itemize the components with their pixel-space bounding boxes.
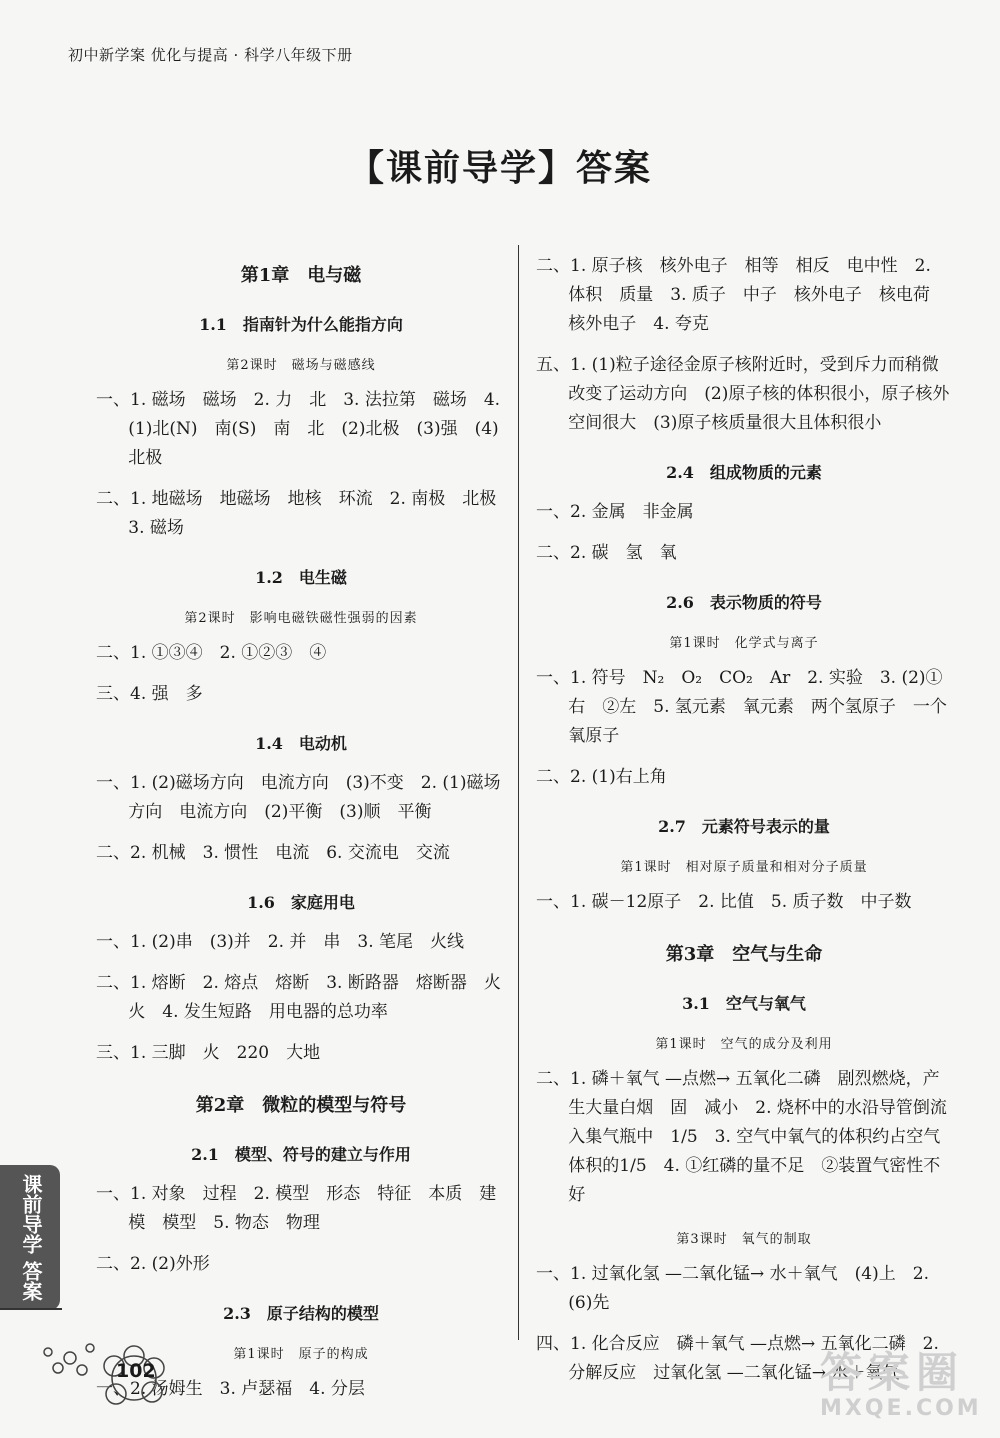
answer-line: 二、2. 机械 3. 惯性 电流 6. 交流电 交流 bbox=[96, 843, 450, 863]
section-heading: 3.1 空气与氧气 bbox=[682, 994, 806, 1013]
side-tab: 课前导学 答案 bbox=[0, 1165, 60, 1310]
lesson-heading: 第3课时 氧气的制取 bbox=[676, 1232, 812, 1247]
answer-line: 一、1. 符号 N₂ O₂ CO₂ Ar 2. 实验 3. (2)①右 ②左 5. 氢元素 氧元素 两个氢原子 一个氧原子 bbox=[536, 668, 947, 746]
section-heading: 1.4 电动机 bbox=[255, 734, 347, 753]
lesson-heading: 第1课时 原子的构成 bbox=[233, 1347, 369, 1362]
side-tab-rule bbox=[0, 1308, 62, 1310]
lesson-heading: 第1课时 空气的成分及利用 bbox=[655, 1037, 833, 1052]
section-heading: 2.7 元素符号表示的量 bbox=[658, 817, 830, 836]
answer-line: 一、1. (2)磁场方向 电流方向 (3)不变 2. (1)磁场方向 电流方向 (2)平衡 (3)顺 平衡 bbox=[96, 773, 501, 822]
answer-line: 二、1. 熔断 2. 熔点 熔断 3. 断路器 熔断器 火 火 4. 发生短路 用电器的总功率 bbox=[96, 973, 518, 1022]
section-heading: 1.6 家庭用电 bbox=[247, 893, 355, 912]
answer-line: 二、2. (1)右上角 bbox=[536, 767, 667, 787]
watermark bbox=[820, 1350, 990, 1430]
answer-line: 二、2. 碳 氢 氧 bbox=[536, 543, 677, 563]
section-heading: 2.6 表示物质的符号 bbox=[666, 593, 822, 612]
answer-line: 三、1. 三脚 火 220 大地 bbox=[96, 1043, 321, 1063]
answer-line: 一、1. 碳－12原子 2. 比值 5. 质子数 中子数 bbox=[536, 892, 912, 912]
section-heading: 1.2 电生磁 bbox=[255, 568, 347, 587]
lesson-heading: 第1课时 相对原子质量和相对分子质量 bbox=[620, 860, 868, 875]
chapter-heading: 第3章 空气与生命 bbox=[665, 944, 823, 965]
answer-line: 一、1. 磁场 磁场 2. 力 北 3. 法拉第 磁场 4. (1)北(N) 南(S) 南 北 (2)北极 (3)强 (4)北极 bbox=[96, 390, 501, 468]
answer-line: 一、1. 过氧化氢 —二氧化锰→ 水＋氧气 (4)上 2. (6)先 bbox=[536, 1264, 929, 1313]
book-header: 初中新学案 优化与提高 · 科学八年级下册 bbox=[68, 46, 353, 64]
section-heading: 2.3 原子结构的模型 bbox=[223, 1304, 379, 1323]
column-divider bbox=[518, 245, 519, 1340]
answer-line: 一、2. 金属 非金属 bbox=[536, 502, 694, 522]
answer-line: 二、1. ①③④ 2. ①②③ ④ bbox=[96, 643, 327, 663]
answer-line: 二、1. 原子核 核外电子 相等 相反 电中性 2. 体积 质量 3. 质子 中子 核外电子 核电荷 核外电子 4. 夸克 bbox=[536, 256, 947, 334]
section-heading: 2.1 模型、符号的建立与作用 bbox=[191, 1145, 411, 1164]
answer-line: 一、1. 对象 过程 2. 模型 形态 特征 本质 建模 模型 5. 物态 物理 bbox=[96, 1184, 497, 1233]
answer-line: 一、1. (2)串 (3)并 2. 并 串 3. 笔尾 火线 bbox=[96, 932, 465, 952]
answer-line: 五、1. (1)粒子途径金原子核附近时，受到斥力而稍微改变了运动方向 (2)原子核的体积很小，原子核外空间很大 (3)原子核质量很大且体积很小 bbox=[536, 355, 950, 433]
lesson-heading: 第1课时 化学式与离子 bbox=[669, 636, 819, 651]
answer-line: 三、4. 强 多 bbox=[96, 684, 203, 704]
page-number: 102 bbox=[116, 1360, 156, 1382]
answer-line: 四、1. 化合反应 磷＋氧气 —点燃→ 五氧化二磷 2. 分解反应 过氧化氢 —二氧化锰→ 水＋氧气 bbox=[536, 1334, 939, 1383]
chapter-heading: 第1章 电与磁 bbox=[240, 265, 362, 286]
page-title: 【课前导学】答案 bbox=[347, 147, 652, 189]
watermark-logo-text: 答案圈 bbox=[820, 1348, 965, 1397]
chapter-heading: 第2章 微粒的模型与符号 bbox=[195, 1095, 407, 1116]
section-heading: 2.4 组成物质的元素 bbox=[666, 463, 822, 482]
answer-line: 二、2. (2)外形 bbox=[96, 1254, 210, 1274]
answer-line: 一、2. 汤姆生 3. 卢瑟福 4. 分层 bbox=[96, 1379, 365, 1399]
right-column bbox=[536, 250, 952, 1400]
lesson-heading: 第2课时 影响电磁铁磁性强弱的因素 bbox=[184, 611, 418, 626]
answer-line: 二、1. 地磁场 地磁场 地核 环流 2. 南极 北极 3. 磁场 bbox=[96, 489, 514, 538]
answer-line: 二、1. 磷＋氧气 —点燃→ 五氧化二磷 剧烈燃烧，产生大量白烟 固 减小 2. 烧杯中的水沿导管倒流入集气瓶中 1/5 3. 空气中氧气的体积约占空气体积的1/5 4. ①红磷的量不足 ②装置气密性不好 bbox=[536, 1069, 947, 1205]
left-column bbox=[96, 250, 518, 1416]
watermark-url: MXQE.COM bbox=[820, 1396, 982, 1421]
section-heading: 1.1 指南针为什么能指方向 bbox=[199, 315, 403, 334]
lesson-heading: 第2课时 磁场与磁感线 bbox=[226, 358, 376, 373]
